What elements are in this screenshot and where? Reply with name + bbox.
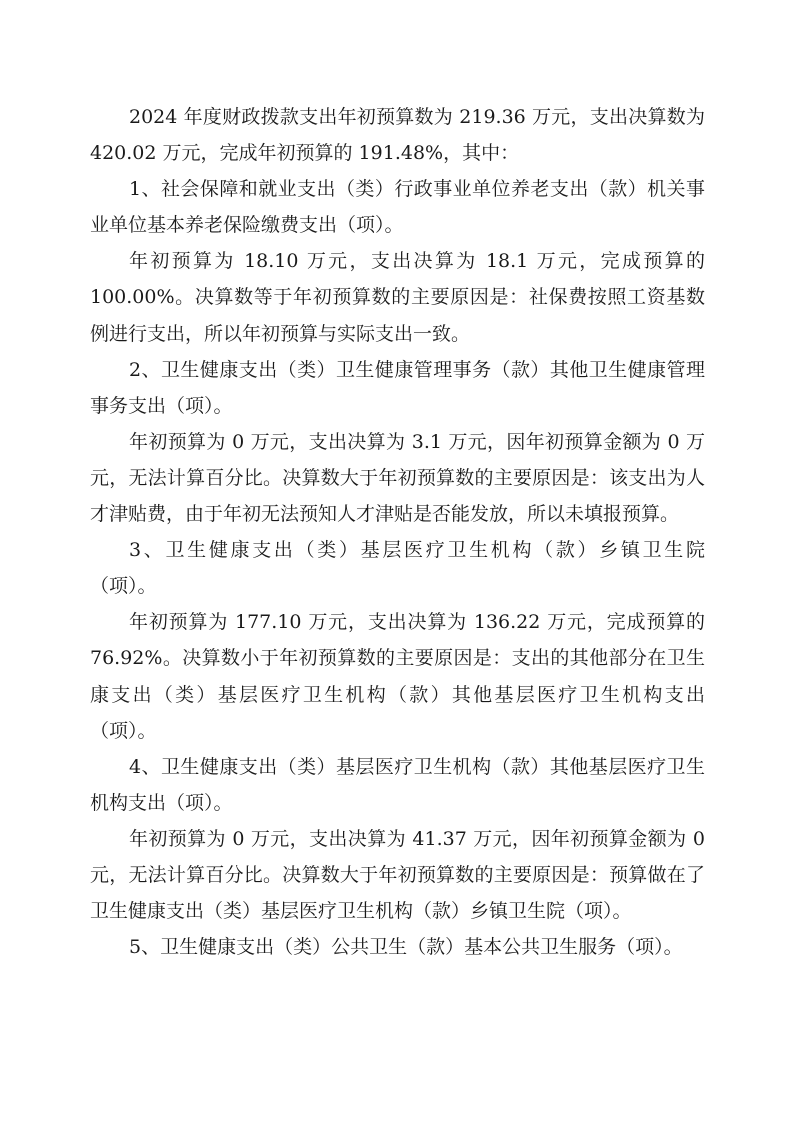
paragraph-line: 1、社会保障和就业支出（类）行政事业单位养老支出（款）机关事 (129, 178, 705, 201)
paragraph-line: 100.00%。决算数等于年初预算数的主要原因是：社保费按照工资基数 (90, 286, 705, 309)
paragraph-line: 2、卫生健康支出（类）卫生健康管理事务（款）其他卫生健康管理 (129, 358, 705, 381)
paragraph-line: 事务支出（项）。 (90, 394, 233, 417)
paragraph-line: 3、卫生健康支出（类）基层医疗卫生机构（款）乡镇卫生院 (129, 539, 705, 562)
paragraph-line: 元，无法计算百分比。决算数大于年初预算数的主要原因是：预算做在了 (90, 863, 705, 886)
paragraph-line: 2024 年度财政拨款支出年初预算数为 219.36 万元，支出决算数为 (129, 106, 705, 128)
paragraph-line: 卫生健康支出（类）基层医疗卫生机构（款）乡镇卫生院（项）。 (90, 900, 632, 923)
paragraph-line: 年初预算为 0 万元，支出决算为 3.1 万元，因年初预算金额为 0 万 (129, 430, 705, 453)
paragraph-line: 年初预算为 0 万元，支出决算为 41.37 万元，因年初预算金额为 0 (129, 827, 705, 850)
paragraph-line: 年初预算为 177.10 万元，支出决算为 136.22 万元，完成预算的 (129, 611, 705, 634)
paragraph-line: 4、卫生健康支出（类）基层医疗卫生机构（款）其他基层医疗卫生 (129, 755, 705, 778)
paragraph-line: 年初预算为 18.10 万元，支出决算为 18.1 万元，完成预算的 (129, 250, 705, 273)
paragraph-line: 才津贴费，由于年初无法预知人才津贴是否能发放，所以未填报预算。 (90, 503, 680, 526)
paragraph-line: 76.92%。决算数小于年初预算数的主要原因是：支出的其他部分在卫生 (90, 647, 705, 670)
paragraph-line: 5、卫生健康支出（类）公共卫生（款）基本公共卫生服务（项）。 (129, 936, 683, 959)
paragraph-line: （项）。 (90, 719, 157, 742)
paragraph-line: 康支出（类）基层医疗卫生机构（款）其他基层医疗卫生机构支出 (90, 683, 705, 706)
paragraph-line: 业单位基本养老保险缴费支出（项）。 (90, 214, 404, 237)
document-body (90, 99, 705, 965)
paragraph-line: 例进行支出，所以年初预算与实际支出一致。 (90, 322, 471, 345)
paragraph-line: 机构支出（项）。 (90, 791, 233, 814)
paragraph-line: 元，无法计算百分比。决算数大于年初预算数的主要原因是：该支出为人 (90, 466, 705, 489)
paragraph-line: 420.02 万元，完成年初预算的 191.48%，其中： (90, 142, 520, 165)
paragraph-line: （项）。 (90, 575, 157, 598)
